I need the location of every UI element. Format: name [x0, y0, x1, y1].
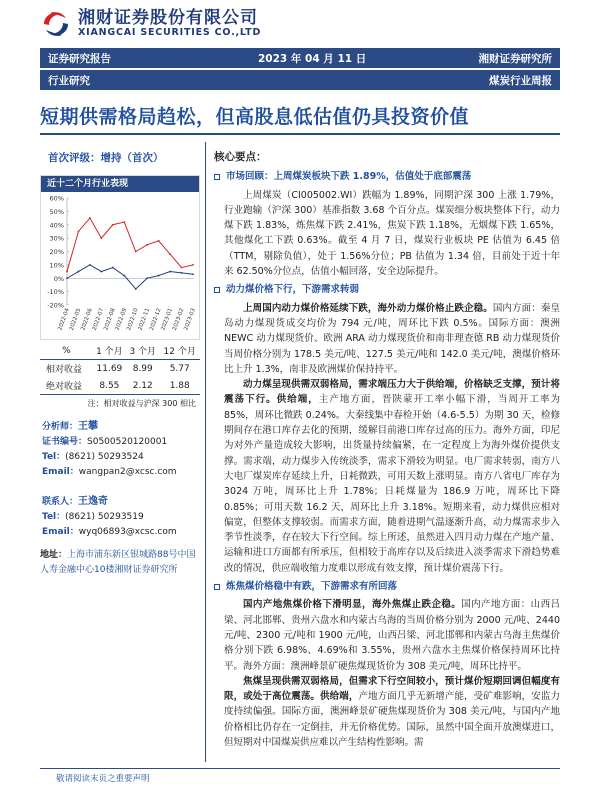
y-tick-label: -20%	[47, 301, 64, 310]
paragraph: 上周国内动力煤价格延续下跌，海外动力煤价格止跌企稳。国内方面：秦皇岛动力煤现货成交均价为 794 元/吨，周环比下跌 0.5%。国际方面：澳洲 NEWC 动力煤现货价、欧洲 ARA 动力煤现货价和南非理查德 RB 动力煤现货价当周价格分别为 178.5 美元/吨、127.5 美元/吨和 142.0 美元/吨，澳煤价格环比上升 1.3%，南非及欧洲煤价保持持平。	[224, 302, 560, 375]
row-label: 相对收益	[46, 365, 83, 375]
report-title: 短期供需格局趋松，但高股息低估值仍具投资价值	[40, 106, 470, 128]
analyst-email[interactable]: wangpan2@xcsc.com	[78, 467, 177, 477]
data-point	[169, 253, 171, 255]
performance-chart	[40, 175, 200, 340]
section-heading: 动力煤价格下行，下游需求转弱	[214, 282, 560, 297]
address-block	[40, 548, 200, 578]
chart-heading: 近十二个月行业表现	[41, 176, 199, 192]
y-tick-label: 50%	[49, 207, 64, 216]
core-points-title: 核心要点：	[214, 151, 267, 163]
data-point	[146, 244, 148, 246]
report-category: 行业研究	[48, 74, 90, 87]
address-text: 上海市浦东新区银城路88号中国人寿金融中心10楼湘财证券研究所	[40, 550, 196, 575]
column-divider	[205, 142, 206, 762]
data-point	[123, 275, 125, 277]
data-point	[146, 277, 148, 279]
row-label: 绝对收益	[40, 377, 93, 395]
x-tick-label: 2022-06	[80, 307, 94, 332]
contact-name: 王逸奇	[78, 496, 109, 507]
data-point	[169, 271, 171, 273]
email-label: Email：	[42, 527, 79, 537]
x-tick-label: 2022-08	[103, 307, 117, 332]
data-point	[135, 288, 137, 290]
y-tick-label: 0%	[53, 274, 64, 283]
paragraph: 国内产地焦煤价格下滑明显，海外焦煤止跌企稳。国内产地方面：山西吕梁、河北邯郸、贵州六盘水和内蒙古乌海的当周价格分别为 2000 元/吨、2440 元/吨、2300 元/吨和 1900 元/吨，山西吕梁、河北邯郸和内蒙古乌海主焦煤价格分别下跌 6.98%、4.69%和 3.55%，贵州六盘水主焦煤价格保持周环比持平。海外方面：澳洲峰景矿硬焦煤现货价为 308 美元/吨，周环比持平。	[224, 599, 560, 672]
table-row	[40, 360, 200, 378]
data-point	[66, 271, 68, 273]
table-cell: 1.88	[159, 377, 200, 395]
data-point	[158, 275, 160, 277]
address-label: 地址：	[40, 550, 68, 560]
footer-divider	[40, 768, 560, 769]
data-point	[181, 272, 183, 274]
data-point	[112, 224, 114, 226]
footer-disclaimer: 敬请阅读末页之重要声明	[56, 774, 150, 784]
table-header-cell: %	[40, 342, 93, 360]
table-cell: 8.55	[93, 377, 126, 395]
section-heading: 炼焦煤价格稳中有跌，下游需求有所回落	[214, 579, 560, 594]
tel-label: Tel：	[42, 512, 66, 522]
header-bar-top	[40, 48, 560, 68]
y-tick-label: 30%	[49, 234, 64, 243]
chart-svg	[41, 192, 199, 339]
report-date: 2023 年 04 月 11 日	[258, 52, 367, 65]
report-series: 煤炭行业周报	[489, 74, 552, 87]
y-tick-label: 10%	[49, 261, 64, 270]
company-name-en: XIANGCAI SECURITIES CO.,LTD	[78, 27, 262, 38]
x-tick-label: 2022-04	[57, 307, 71, 332]
contact-tel: (8621) 50293519	[65, 512, 144, 522]
data-point	[100, 237, 102, 239]
x-tick-label: 2022-05	[68, 307, 83, 332]
left-sidebar	[40, 150, 200, 578]
x-tick-label: 2023-01	[160, 307, 174, 332]
analyst-name: 王攀	[78, 421, 99, 432]
x-tick-label: 2022-09	[114, 307, 129, 332]
data-point	[78, 271, 80, 273]
table-row	[40, 377, 200, 395]
data-point	[158, 240, 160, 242]
y-tick-label: 20%	[49, 248, 64, 256]
logo-emblem-icon	[40, 8, 72, 40]
series-line	[67, 218, 193, 272]
data-point	[89, 264, 91, 266]
cert-number: S0500520120001	[87, 437, 168, 447]
analyst-tel: (8621) 50293524	[65, 452, 144, 462]
table-header-cell: 1 个月	[93, 342, 126, 360]
section-heading: 市场回顾：上周煤炭板块下跌 1.89%，估值处于底部震荡	[214, 169, 560, 184]
table-cell: 5.77	[169, 363, 190, 374]
data-point	[192, 264, 194, 266]
x-tick-label: 2022-10	[126, 307, 140, 332]
title-divider	[40, 133, 560, 135]
x-tick-label: 2022-12	[149, 307, 163, 332]
x-tick-label: 2023-03	[183, 307, 197, 332]
series-line	[67, 265, 193, 289]
cert-label: 证书编号：	[42, 437, 88, 447]
table-header-cell: 12 个月	[159, 342, 200, 360]
data-point	[78, 231, 80, 233]
table-cell: 8.99	[132, 363, 153, 374]
company-name-cn: 湘财证券股份有限公司	[78, 8, 258, 28]
email-label: Email：	[42, 467, 79, 477]
data-point	[100, 271, 102, 273]
analyst-role: 分析师：	[42, 422, 79, 432]
y-tick-label: 40%	[49, 221, 64, 230]
performance-table	[40, 342, 200, 395]
main-content	[214, 150, 560, 750]
paragraph: 焦煤呈现供需双弱格局，但需求下行空间较小，预计煤价短期回调但幅度有限，或处于高位震荡。供给端，产地方面几乎无新增产能，受矿难影响，安监力度持续偏强。国际方面，澳洲峰景矿硬焦煤现货价为 308 美元/吨，与国内产地价格相比仍存在一定倒挂，并无价格优势。国际，虽然中国全面开放澳煤进口，但短期对中国煤炭供应难以产生结构性影响。需	[224, 675, 560, 748]
paragraph: 上周煤炭（CI005002.WI）跌幅为 1.89%，同期沪深 300 上涨 1.79%，行业跑输（沪深 300）基准指数 3.68 个百分点。煤炭细分板块整体下行，动力煤下跌 1.83%，炼焦煤下跌 2.41%，焦炭下跌 1.18%，无烟煤下跌 1.65%，其他煤化工下跌 0.63%。截至 4 月 7 日，煤炭行业板块 PE 估值为 6.45 倍（TTM，剔除负值），处于 1.56%分位；PB 估值为 1.34 倍，目前处于近十年来 62.50%分位点，估值小幅回落，安全边际提升。	[224, 189, 560, 278]
data-point	[112, 267, 114, 269]
data-point	[123, 221, 125, 223]
data-point	[181, 267, 183, 269]
header-bar-bottom	[40, 70, 560, 90]
table-cell: 11.69	[96, 363, 123, 374]
rating-label: 首次评级：增持（首次）	[48, 152, 164, 164]
x-tick-label: 2022-11	[137, 307, 152, 332]
tel-label: Tel：	[42, 452, 66, 462]
data-point	[192, 273, 194, 275]
x-tick-label: 2023-02	[171, 307, 186, 332]
report-type: 证券研究报告	[48, 52, 111, 65]
x-tick-label: 2022-07	[91, 307, 106, 332]
institute-name: 湘财证券研究所	[478, 52, 552, 65]
analyst-block	[40, 419, 200, 540]
data-point	[89, 217, 91, 219]
y-tick-label: -10%	[47, 288, 64, 297]
contact-email[interactable]: wyq06893@xcsc.com	[78, 527, 177, 537]
bullet-square-icon	[214, 287, 220, 293]
paragraph: 动力煤呈现供需双弱格局，需求端压力大于供给端，价格缺乏支撑，预计将震荡下行。供给端，主产地方面，晋陕蒙开工率小幅下滑，当周开工率为 85%，周环比微跌 0.24%。大秦线集中春检开始（4.6-5.5）为期 30 天，检修期间存在港口库存去化的预期，缓解目前港口库存过高的压力。海外方面，印尼为对外产量造成较大影响，出货量持续偏紧，在一定程度上为海外煤价提供支撑。需求端，动力煤步入传统淡季，需求下滑较为明显。电厂需求转弱，南方八大电厂煤炭库存延续上升，日耗微跌，可用天数上涨明显。南方八省电厂库存为 3024 万吨，周环比上升 1.78%；日耗煤量为 186.9 万吨，周环比下降 0.85%；可用天数 16.2 天，周环比上升 3.18%。短期来看，动力煤供应相对偏宽，但整体支撑较弱。而需求方面，随着进期气温逐渐升高，动力煤需求步入季节性淡季，存在较大下行空间。综上所述，虽然进入四月动力煤在产地产量、运输和进口方面都有所承压，但相较于高库存以及后续进入淡季需求下滑趋势难改的情况，供应端收缩力度难以形成有效支撑，预计煤价震荡下行。	[224, 379, 560, 574]
table-note: 注：相对收益与沪深 300 相比	[87, 399, 196, 408]
data-point	[135, 251, 137, 253]
company-logo	[40, 8, 261, 40]
contact-role: 联系人：	[42, 497, 79, 507]
bullet-square-icon	[214, 174, 220, 180]
bullet-square-icon	[214, 584, 220, 590]
y-tick-label: 60%	[49, 194, 64, 203]
table-header-cell: 3 个月	[126, 342, 159, 360]
data-point	[66, 277, 68, 279]
table-cell: 2.12	[126, 377, 159, 395]
